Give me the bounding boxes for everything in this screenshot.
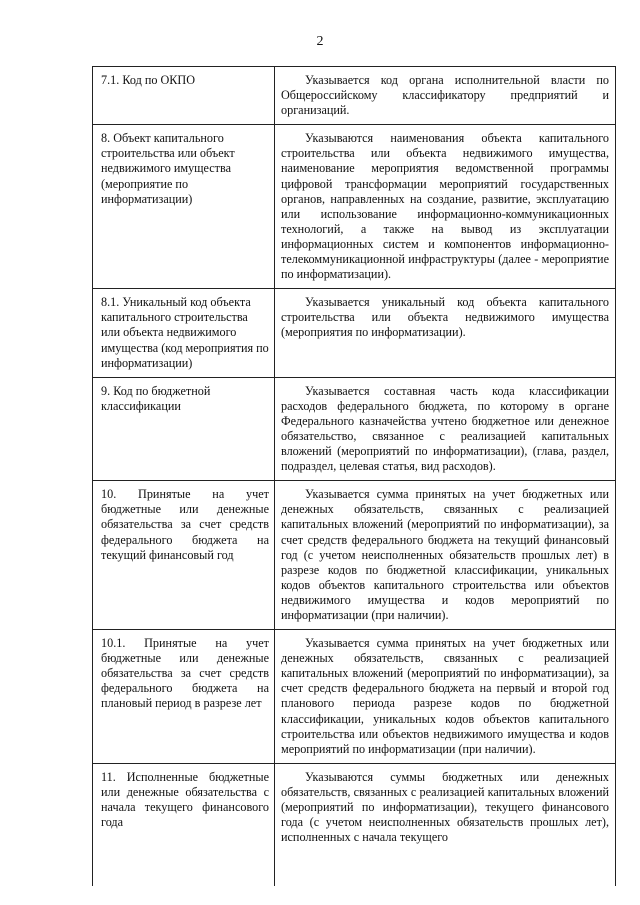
field-name-cell: 7.1. Код по ОКПО [93,67,275,125]
table-row [93,125,616,289]
requisites-table [92,66,616,886]
field-name-cell: 9. Код по бюджетной классификации [93,377,275,481]
field-name-cell: 8.1. Уникальный код объекта капитального строительства или объекта недвижимого имущества (код мероприятия по информатизации) [93,289,275,377]
table-row [93,481,616,630]
field-description-cell: Указывается код органа исполнительной власти по Общероссийскому классификатору предприятий и организаций. [275,67,616,125]
field-description-cell: Указываются наименования объекта капитального строительства или объекта недвижимого имущества, наименование мероприятия ведомственной программы цифровой трансформации мероприятий государственных органов, направленных на создание, развитие, эксплуатацию или использование информационно-коммуникационных технологий, а также на вывод из эксплуатации информационных систем и компонентов информационно-телекоммуникационной инфраструктуры (далее - мероприятие по информатизации). [275,125,616,289]
table-row [93,377,616,481]
field-description-cell: Указываются суммы бюджетных или денежных обязательств, связанных с реализацией капитальных вложений (мероприятий по информатизации), текущего финансового года (с учетом неисполненных обязательств прошлых лет), исполненных с начала текущего [275,763,616,886]
field-description-cell: Указывается сумма принятых на учет бюджетных или денежных обязательств, связанных с реализацией капитальных вложений (мероприятий по информатизации), за счет средств федерального бюджета на текущий финансовый год (с учетом неисполненных обязательств прошлых лет) в разрезе кодов по бюджетной классификации, уникальных кодов объектов капитального строительства или объектов недвижимого имущества и кодов мероприятий по информатизации (при наличии). [275,481,616,630]
table-row [93,67,616,125]
table-row [93,763,616,886]
field-name-cell: 11. Исполненные бюджетные или денежные обязательства с начала текущего финансового года [93,763,275,886]
table-row [93,630,616,764]
page-number: 2 [316,34,324,49]
field-description-cell: Указывается составная часть кода классификации расходов федерального бюджета, по которому в органе Федерального казначейства учтено бюджетное или денежное обязательство, связанное с реализацией капитальных вложений (мероприятий по информатизации), (глава, раздел, подраздел, целевая статья, вид расходов). [275,377,616,481]
table-row [93,289,616,377]
field-name-cell: 8. Объект капитального строительства или объект недвижимого имущества (мероприятие по информатизации) [93,125,275,289]
field-name-cell: 10.1. Принятые на учет бюджетные или денежные обязательства за счет средств федерального бюджета на плановый период в разрезе лет [93,630,275,764]
field-description-cell: Указывается уникальный код объекта капитального строительства или объекта недвижимого имущества (мероприятия по информатизации). [275,289,616,377]
field-description-cell: Указывается сумма принятых на учет бюджетных или денежных обязательств, связанных с реализацией капитальных вложений (мероприятий по информатизации), за счет средств федерального бюджета на первый и второй год планового периода разрезе кодов по бюджетной классификации, уникальных кодов объектов капитального строительства или объектов недвижимого имущества и кодов мероприятий по информатизации (при наличии). [275,630,616,764]
field-name-cell: 10. Принятые на учет бюджетные или денежные обязательства за счет средств федерального бюджета на текущий финансовый год [93,481,275,630]
